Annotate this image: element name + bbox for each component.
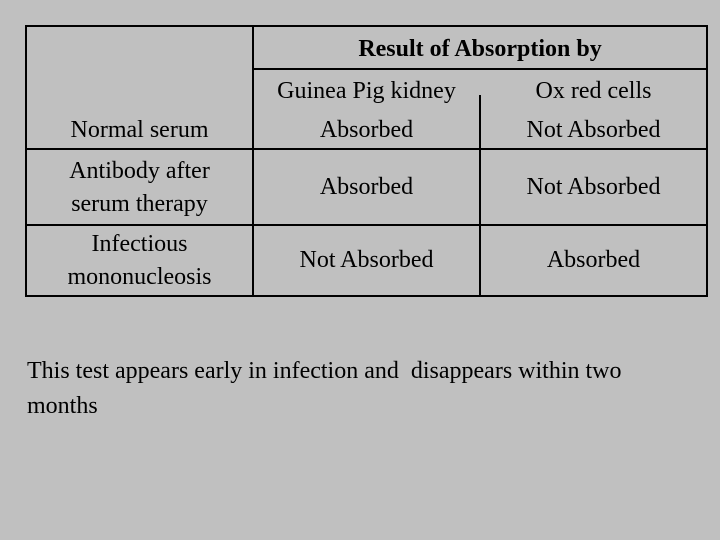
column-header-ox-red-cells: Ox red cells (535, 77, 652, 104)
row-label-infectious-mononucleosis (37, 226, 242, 295)
column-header-guinea-pig-kidney: Guinea Pig kidney (277, 77, 456, 104)
table-cell: Not Absorbed (526, 116, 661, 143)
table-divider-row1 (27, 148, 706, 150)
table-cell: Not Absorbed (526, 174, 661, 200)
table-header-title: Result of Absorption by (358, 35, 602, 62)
row-label-text: Antibody after serum therapy (69, 157, 210, 217)
row-label-normal-serum: Normal serum (70, 116, 209, 143)
table-divider-header (254, 68, 706, 70)
row-label-antibody-after-serum-therapy (37, 151, 242, 224)
table-cell: Absorbed (546, 247, 641, 273)
table-cell: Absorbed (319, 116, 414, 143)
table-cell: Not Absorbed (299, 247, 434, 273)
table-cell: Absorbed (319, 174, 414, 200)
absorption-table (25, 25, 708, 297)
note-text: This test appears early in infection and disappears within two months (27, 358, 628, 419)
row-label-text: Infectious mononucleosis (67, 230, 212, 290)
